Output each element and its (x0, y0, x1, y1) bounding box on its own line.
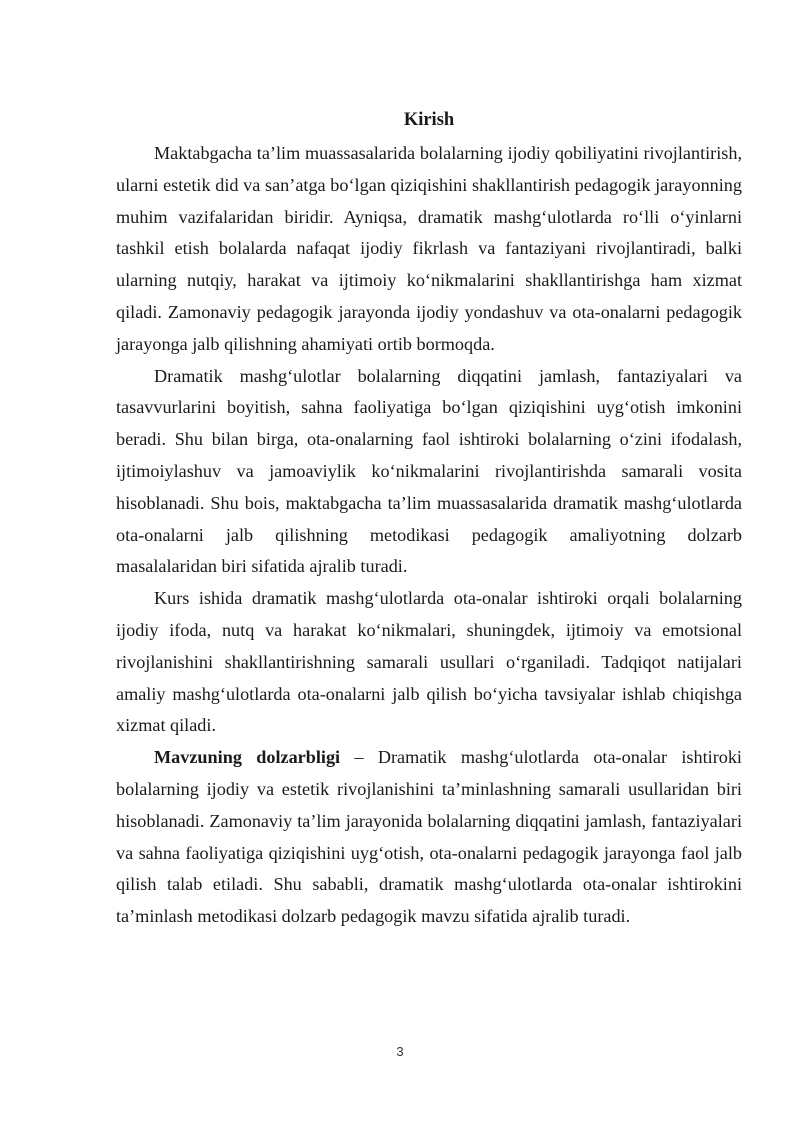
paragraph-text: Dramatik mashg‘ulotlar bolalarning diqqatini jamlash, fantaziyalari va tasavvurlarini boyitish, sahna faoliyatiga bo‘lgan qiziqishini uyg‘otish imkonini beradi. Shu bilan birga, ota-onalarning faol ishtiroki bolalarning o‘zini ifodalash, ijtimoiylashuv va jamoaviylik ko‘nikmalarini rivojlantirishda samarali vosita hisoblanadi. Shu bois, maktabgacha ta’lim muassasalarida dramatik mashg‘ulotlarda ota-onalarni jalb qilishning metodikasi pedagogik amaliyotning dolzarb masalalaridan biri sifatida ajralib turadi. (116, 365, 742, 577)
section-heading: Kirish (403, 110, 455, 130)
paragraph-dramatic-lessons (116, 361, 742, 584)
paragraph-text: Kurs ishida dramatik mashg‘ulotlarda ota-onalar ishtiroki orqali bolalarning ijodiy ifoda, nutq va harakat ko‘nikmalari, shuningdek, ijtimoiy va emotsional rivojlanishini shakllantirishning samarali usullari o‘rganiladi. Tadqiqot natijalari amaliy mashg‘ulotlarda ota-onalarni jalb qilish bo‘yicha tavsiyalar ishlab chiqishga xizmat qiladi. (116, 588, 742, 736)
paragraph-text: – Dramatik mashg‘ulotlarda ota-onalar ishtiroki bolalarning ijodiy va estetik rivojlanishini ta’minlashning samarali usullaridan biri hisoblanadi. Zamonaviy ta’lim jarayonida bolalarning diqqatini jamlash, fantaziyalari va sahna faoliyatiga qiziqishini uyg‘otish, ota-onalarni pedagogik jarayonga faol jalb qilish talab etiladi. Shu sababli, dramatik mashg‘ulotlarda ota-onalar ishtirokini ta’minlash metodikasi dolzarb pedagogik mavzu sifatida ajralib turadi. (116, 747, 742, 927)
paragraph-relevance (116, 742, 742, 933)
paragraph-intro (116, 138, 742, 361)
paragraph-course-work (116, 583, 742, 742)
paragraph-lead-term: Mavzuning dolzarbligi (154, 747, 341, 768)
paragraph-text: Maktabgacha ta’lim muassasalarida bolalarning ijodiy qobiliyatini rivojlantirish, ularni estetik did va san’atga bo‘lgan qiziqishini shakllantirish pedagogik jarayonning muhim vazifalaridan biridir. Ayniqsa, dramatik mashg‘ulotlarda ro‘lli o‘yinlarni tashkil etish bolalarda nafaqat ijodiy fikrlash va fantaziyani rivojlantiradi, balki ularning nutqiy, harakat va ijtimoiy ko‘nikmalarini shakllantirishga ham xizmat qiladi. Zamonaviy pedagogik jarayonda ijodiy yondashuv va ota-onalarni pedagogik jarayonga jalb qilishning ahamiyati ortib bormoqda. (116, 143, 742, 354)
page-number: 3 (396, 1044, 404, 1059)
document-page (116, 107, 742, 933)
